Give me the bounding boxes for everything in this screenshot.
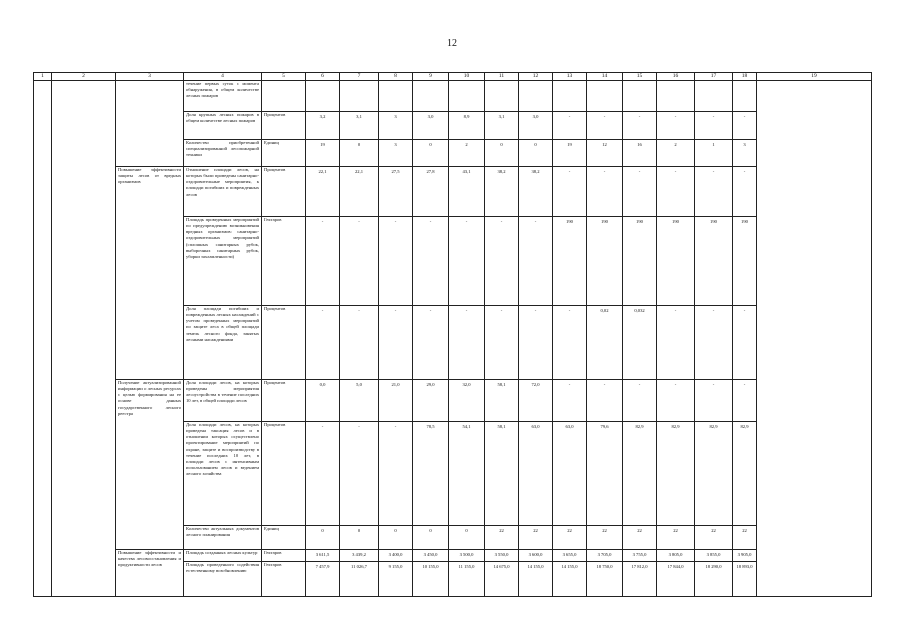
value-cell: 22,1 <box>340 167 379 217</box>
indicator-cell: Доля площади лесов, на которых проведены мероприятия лесоустройства в течение последних 10 лет, в общей площади лесов <box>184 380 262 422</box>
value-cell: 22 <box>519 526 553 550</box>
value-cell: 0 <box>306 526 340 550</box>
value-cell: - <box>553 380 587 422</box>
value-cell: 79,6 <box>587 422 623 526</box>
column-header: 7 <box>340 73 379 81</box>
value-cell: 18 893,0 <box>733 562 757 597</box>
table-row <box>34 81 872 112</box>
value-cell: - <box>340 217 379 306</box>
column-header: 9 <box>413 73 449 81</box>
value-cell <box>379 81 413 112</box>
indicator-cell: Площадь созданных лесных культур <box>184 550 262 562</box>
value-cell: 18 290,0 <box>695 562 733 597</box>
unit-cell: Процентов <box>262 167 306 217</box>
value-cell: 3,2 <box>306 112 340 140</box>
value-cell: - <box>657 167 695 217</box>
value-cell: 11 155,0 <box>449 562 485 597</box>
indicator-cell: Площадь проведенного содействия естественному возобновлению <box>184 562 262 597</box>
value-cell: 190 <box>695 217 733 306</box>
objective-cell <box>116 81 184 167</box>
value-cell: - <box>306 422 340 526</box>
indicator-cell: Количество актуальных документов лесного планирования <box>184 526 262 550</box>
value-cell: 0 <box>413 140 449 167</box>
value-cell: 11 026,7 <box>340 562 379 597</box>
value-cell: - <box>340 422 379 526</box>
value-cell: - <box>657 112 695 140</box>
value-cell: 3,1 <box>340 112 379 140</box>
value-cell: - <box>587 167 623 217</box>
value-cell: 27,5 <box>379 167 413 217</box>
value-cell: - <box>657 380 695 422</box>
value-cell: 18 750,0 <box>587 562 623 597</box>
value-cell: 22 <box>623 526 657 550</box>
value-cell: 3 <box>379 140 413 167</box>
value-cell: - <box>695 380 733 422</box>
value-cell: - <box>379 422 413 526</box>
column-header: 16 <box>657 73 695 81</box>
value-cell: 19 <box>306 140 340 167</box>
value-cell: 58,1 <box>485 380 519 422</box>
value-cell: 3 905,0 <box>733 550 757 562</box>
value-cell: - <box>413 306 449 380</box>
value-cell <box>519 81 553 112</box>
value-cell: - <box>306 306 340 380</box>
value-cell: - <box>733 380 757 422</box>
value-cell: 8,9 <box>449 112 485 140</box>
unit-cell: Процентов <box>262 422 306 526</box>
value-cell: 14 155,0 <box>553 562 587 597</box>
column-header: 3 <box>116 73 184 81</box>
value-cell: - <box>553 306 587 380</box>
value-cell <box>587 81 623 112</box>
value-cell: 3 611,5 <box>306 550 340 562</box>
column-header: 2 <box>52 73 116 81</box>
value-cell <box>733 81 757 112</box>
value-cell: 12 <box>587 140 623 167</box>
column-header: 13 <box>553 73 587 81</box>
objective-cell: Повышение эффективности и качества лесовосстановления и продуктивности лесов <box>116 550 184 597</box>
value-cell: - <box>657 306 695 380</box>
indicator-cell: Доля крупных лесных пожаров в общем количестве лесных пожаров <box>184 112 262 140</box>
value-cell: 58,1 <box>485 422 519 526</box>
value-cell: 78,5 <box>413 422 449 526</box>
value-cell: - <box>519 217 553 306</box>
page-number: 12 <box>447 38 457 49</box>
unit-cell: Единиц <box>262 140 306 167</box>
value-cell: 3 655,0 <box>553 550 587 562</box>
value-cell: 32,0 <box>449 380 485 422</box>
value-cell: 3 <box>379 112 413 140</box>
value-cell: 190 <box>553 217 587 306</box>
value-cell: - <box>623 380 657 422</box>
value-cell: 3 439,2 <box>340 550 379 562</box>
column-header: 4 <box>184 73 262 81</box>
value-cell: 0 <box>449 526 485 550</box>
value-cell: 190 <box>587 217 623 306</box>
table-row <box>34 167 872 217</box>
value-cell: - <box>553 167 587 217</box>
unit-cell: Гектаров <box>262 217 306 306</box>
value-cell: 22 <box>587 526 623 550</box>
column-number-row <box>34 73 872 81</box>
indicator-cell: Площадь проведенных мероприятий по предупреждению возникновения вредных организмов: санитарно-оздоровительных мероприятий (сплошных санитарных рубок, выборочных санитарных рубок, уборки захламленности) <box>184 217 262 306</box>
value-cell: 0 <box>340 140 379 167</box>
value-cell: 22 <box>695 526 733 550</box>
column-header: 17 <box>695 73 733 81</box>
value-cell <box>340 81 379 112</box>
value-cell: 3,1 <box>485 112 519 140</box>
value-cell: - <box>733 167 757 217</box>
value-cell: - <box>519 306 553 380</box>
value-cell: - <box>733 112 757 140</box>
value-cell: 1 <box>695 140 733 167</box>
value-cell: - <box>340 306 379 380</box>
value-cell: 190 <box>657 217 695 306</box>
value-cell <box>413 81 449 112</box>
value-cell: 10 155,0 <box>413 562 449 597</box>
column-header: 1 <box>34 73 52 81</box>
value-cell: 0,0 <box>306 380 340 422</box>
value-cell: 38,2 <box>519 167 553 217</box>
value-cell: - <box>485 306 519 380</box>
table-row <box>34 380 872 422</box>
indicator-cell: течение первых суток с момента обнаружения, в общем количестве лесных пожаров <box>184 81 262 112</box>
value-cell: - <box>623 112 657 140</box>
value-cell: 16 <box>623 140 657 167</box>
value-cell: 3 450,0 <box>413 550 449 562</box>
column-19-cell <box>757 81 872 597</box>
column-header: 18 <box>733 73 757 81</box>
value-cell: 3,0 <box>519 112 553 140</box>
objective-cell: Повышение эффективности защиты лесов от вредных организмов <box>116 167 184 380</box>
column-header: 6 <box>306 73 340 81</box>
value-cell: 82,9 <box>657 422 695 526</box>
value-cell: 3,0 <box>413 112 449 140</box>
value-cell: - <box>553 112 587 140</box>
value-cell: 3 705,0 <box>587 550 623 562</box>
value-cell <box>623 81 657 112</box>
unit-cell: Процентов <box>262 306 306 380</box>
value-cell: 14 675,0 <box>485 562 519 597</box>
unit-cell <box>262 81 306 112</box>
value-cell: 22 <box>657 526 695 550</box>
value-cell: 82,9 <box>733 422 757 526</box>
value-cell: - <box>587 112 623 140</box>
column-header: 10 <box>449 73 485 81</box>
value-cell: 29,0 <box>413 380 449 422</box>
value-cell <box>449 81 485 112</box>
value-cell: 63,0 <box>553 422 587 526</box>
value-cell: 54,1 <box>449 422 485 526</box>
value-cell: 9 155,0 <box>379 562 413 597</box>
value-cell: 2 <box>657 140 695 167</box>
value-cell: 82,9 <box>695 422 733 526</box>
column-1-cell <box>34 81 52 597</box>
value-cell: 27,8 <box>413 167 449 217</box>
value-cell: 43,1 <box>449 167 485 217</box>
value-cell: 22 <box>733 526 757 550</box>
value-cell: 3 <box>733 140 757 167</box>
value-cell: 22,1 <box>306 167 340 217</box>
value-cell: - <box>449 217 485 306</box>
value-cell: - <box>695 167 733 217</box>
unit-cell: Гектаров <box>262 550 306 562</box>
value-cell: 3 855,0 <box>695 550 733 562</box>
indicator-cell: Доля площади лесов, на которых проведена таксация лесов и в отношении которых осуществлено проектирование мероприятий по охране, защите и воспроизводству в течение последних 10 лет, в площади лесов с интенсивным использованием лесов и ведением лесного хозяйства <box>184 422 262 526</box>
column-header: 15 <box>623 73 657 81</box>
indicators-table <box>33 72 872 597</box>
value-cell: - <box>485 217 519 306</box>
value-cell <box>553 81 587 112</box>
value-cell: - <box>379 217 413 306</box>
column-header: 19 <box>757 73 872 81</box>
value-cell: 7 457,9 <box>306 562 340 597</box>
value-cell: 190 <box>623 217 657 306</box>
value-cell <box>485 81 519 112</box>
value-cell: 19 <box>553 140 587 167</box>
value-cell: - <box>413 217 449 306</box>
column-header: 11 <box>485 73 519 81</box>
column-header: 8 <box>379 73 413 81</box>
value-cell <box>695 81 733 112</box>
unit-cell: Процентов <box>262 112 306 140</box>
value-cell: - <box>733 306 757 380</box>
value-cell: - <box>587 380 623 422</box>
value-cell <box>657 81 695 112</box>
column-2-cell <box>52 81 116 597</box>
value-cell: - <box>379 306 413 380</box>
value-cell: 38,2 <box>485 167 519 217</box>
value-cell: 0,032 <box>623 306 657 380</box>
objective-cell: Получение актуализированной информации о лесных ресурсах с целью формирования на ее основе данных государственного лесного реестра <box>116 380 184 550</box>
value-cell: 3 600,0 <box>519 550 553 562</box>
value-cell: 17 844,0 <box>657 562 695 597</box>
value-cell: 3 755,0 <box>623 550 657 562</box>
value-cell: 0 <box>519 140 553 167</box>
value-cell: 190 <box>733 217 757 306</box>
value-cell: 3 500,0 <box>449 550 485 562</box>
value-cell: - <box>623 167 657 217</box>
value-cell: 3 400,0 <box>379 550 413 562</box>
value-cell: 0 <box>413 526 449 550</box>
value-cell: 5,0 <box>340 380 379 422</box>
value-cell: - <box>449 306 485 380</box>
unit-cell: Процентов <box>262 380 306 422</box>
value-cell <box>306 81 340 112</box>
value-cell: - <box>306 217 340 306</box>
column-header: 12 <box>519 73 553 81</box>
value-cell: 63,0 <box>519 422 553 526</box>
indicator-cell: Доля площади погибших и поврежденных лесных насаждений с учетом проведенных мероприятий по защите леса в общей площади земель лесного фонда, занятых лесными насаждениями <box>184 306 262 380</box>
value-cell: - <box>695 112 733 140</box>
indicator-cell: Отношение площади лесов, на которых были проведены санитарно-оздоровительные мероприятия, к площади погибших и поврежденных лесов <box>184 167 262 217</box>
value-cell: 22 <box>553 526 587 550</box>
indicator-cell: Количество приобретенной специализированной лесопожарной техники <box>184 140 262 167</box>
column-header: 5 <box>262 73 306 81</box>
value-cell: 0 <box>485 140 519 167</box>
value-cell: 17 812,0 <box>623 562 657 597</box>
value-cell: 2 <box>449 140 485 167</box>
column-header: 14 <box>587 73 623 81</box>
unit-cell: Единиц <box>262 526 306 550</box>
unit-cell: Гектаров <box>262 562 306 597</box>
value-cell: 72,0 <box>519 380 553 422</box>
value-cell: - <box>695 306 733 380</box>
value-cell: 21,0 <box>379 380 413 422</box>
value-cell: 22 <box>485 526 519 550</box>
value-cell: 0,02 <box>587 306 623 380</box>
value-cell: 3 550,0 <box>485 550 519 562</box>
table-row <box>34 550 872 562</box>
value-cell: 0 <box>379 526 413 550</box>
value-cell: 0 <box>340 526 379 550</box>
value-cell: 3 805,0 <box>657 550 695 562</box>
value-cell: 82,9 <box>623 422 657 526</box>
value-cell: 14 155,0 <box>519 562 553 597</box>
